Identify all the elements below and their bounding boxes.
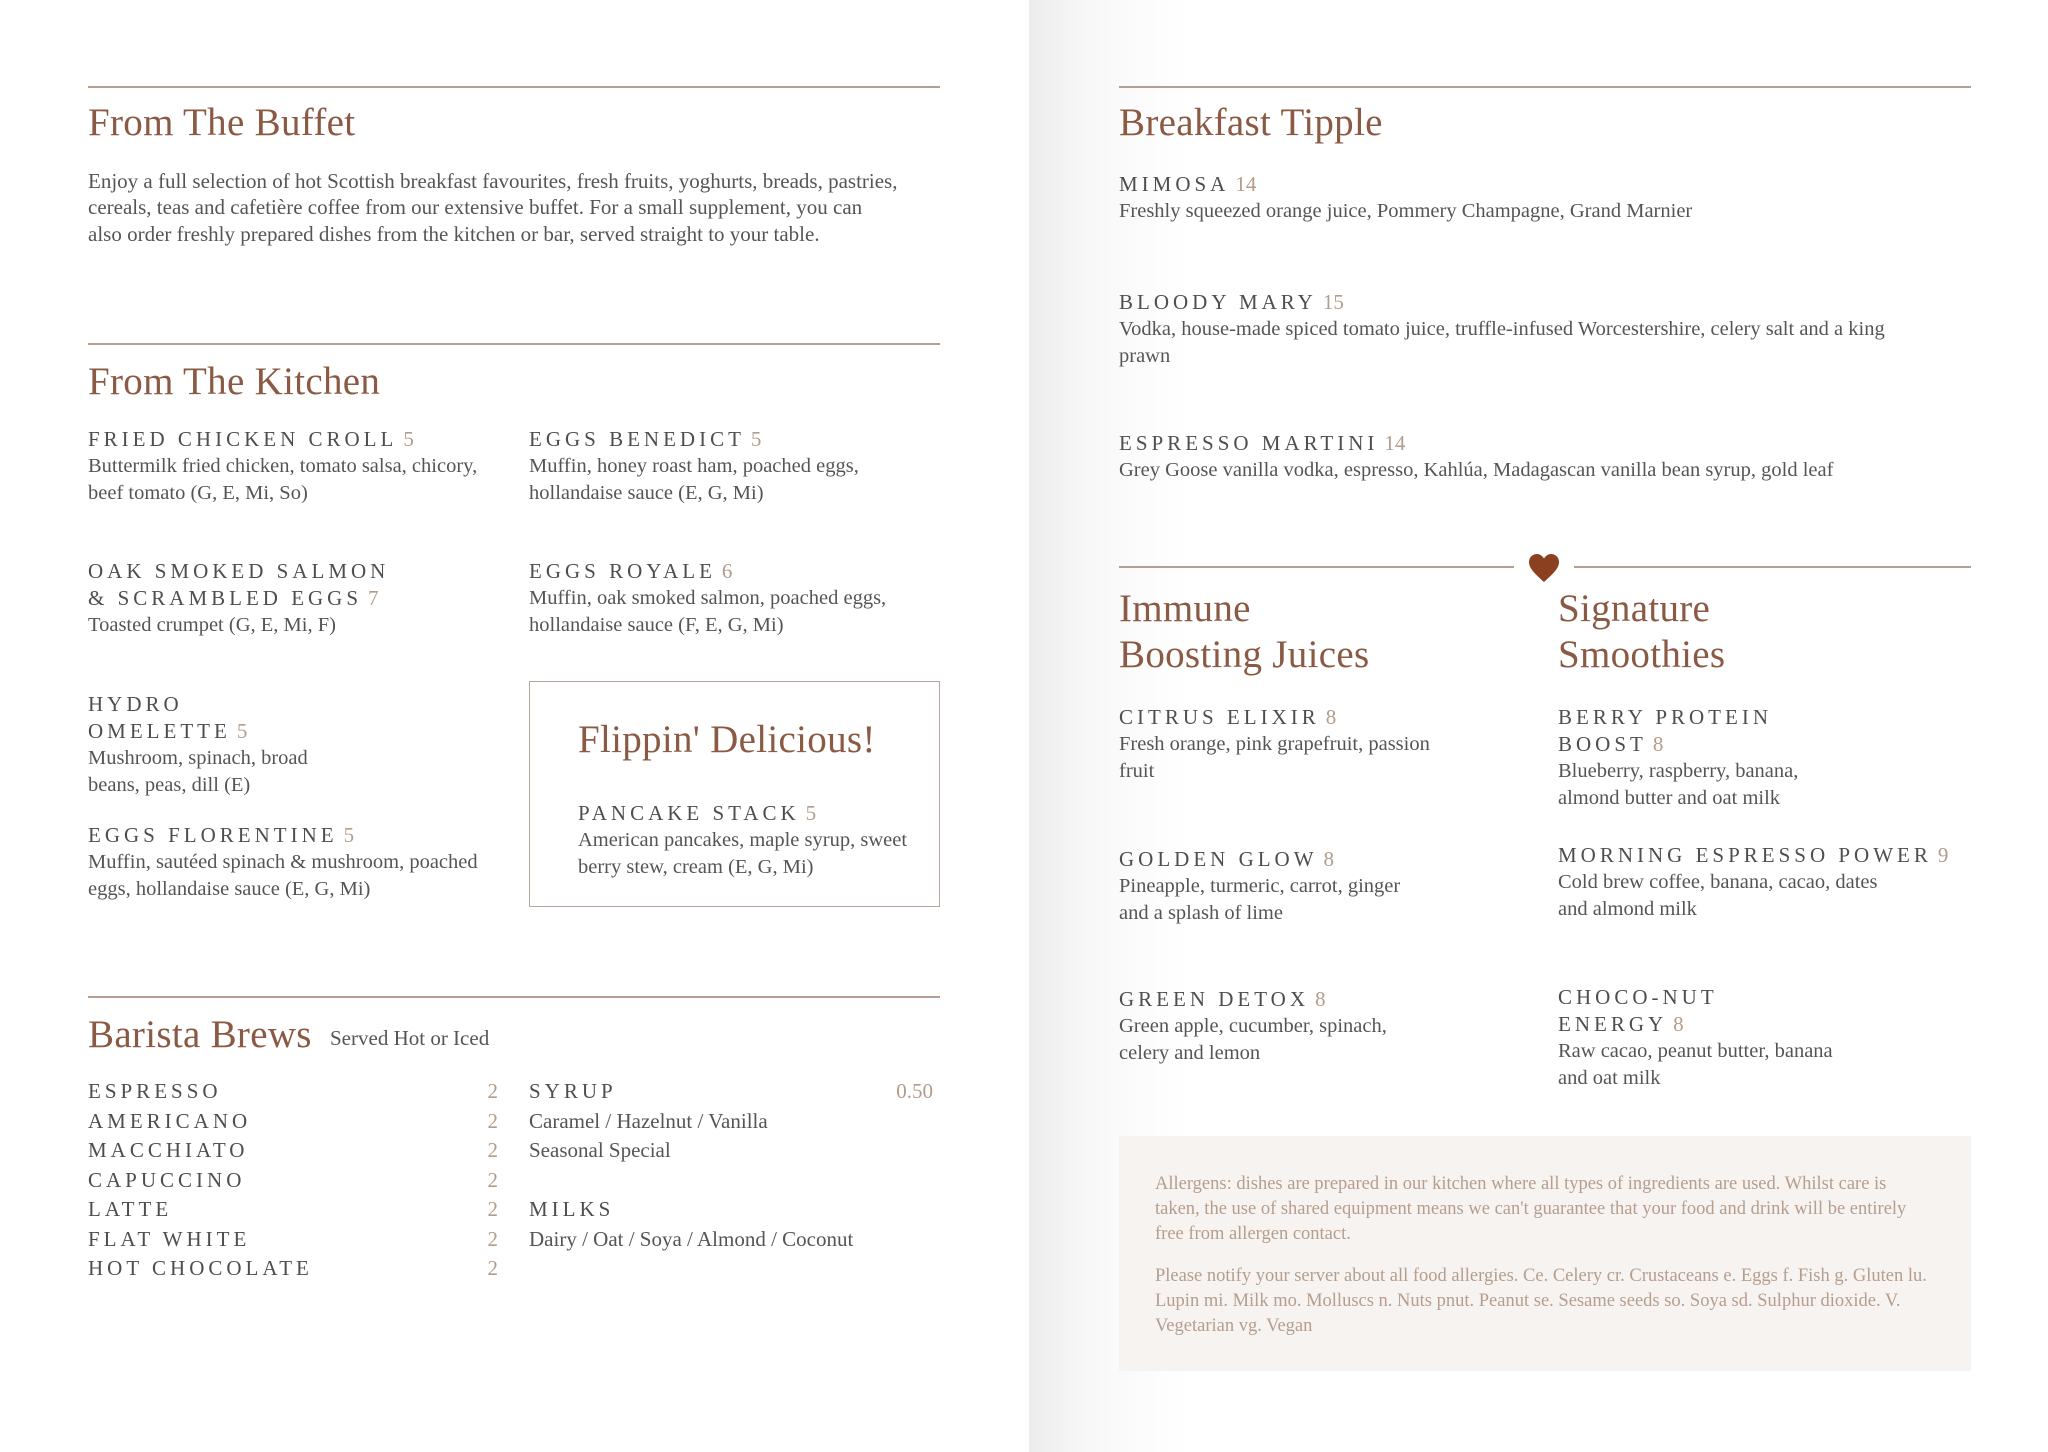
item-description: Muffin, oak smoked salmon, poached eggs, hollandaise sauce (F, E, G, Mi)	[529, 587, 887, 636]
item-description: Pineapple, turmeric, carrot, ginger and a splash of lime	[1119, 875, 1401, 924]
coffee-row	[88, 1077, 498, 1107]
item-price: 5	[343, 823, 355, 847]
item-description: Freshly squeezed orange juice, Pommery Champagne, Grand Marnier	[1119, 200, 1693, 222]
item-price: 8	[1315, 987, 1326, 1011]
item-price: 2	[487, 1108, 498, 1133]
item-price: 0.50	[896, 1079, 933, 1103]
feature-heading: Flippin' Delicious!	[578, 718, 876, 761]
heading-line: Immune	[1119, 587, 1251, 630]
item-price: 2	[487, 1138, 498, 1162]
item-name: FLAT WHITE	[88, 1226, 251, 1251]
item-name: CITRUS ELIXIR	[1119, 705, 1320, 729]
coffee-row	[88, 1136, 498, 1166]
item-name: ESPRESSO	[88, 1079, 222, 1103]
item-description: Green apple, cucumber, spinach, celery and lemon	[1119, 1015, 1387, 1064]
kitchen-heading: From The Kitchen	[88, 360, 381, 403]
item-name: FRIED CHICKEN CROLL	[88, 427, 398, 451]
item-name: HOT CHOCOLATE	[88, 1256, 313, 1280]
menu-item	[1119, 289, 1919, 370]
item-price: 5	[236, 719, 248, 743]
syrup-option: Caramel / Hazelnut / Vanilla	[529, 1108, 768, 1133]
divider	[88, 996, 940, 998]
coffee-row	[88, 1225, 498, 1255]
heart-icon	[1528, 553, 1560, 583]
item-price: 14	[1235, 172, 1257, 196]
coffee-row	[88, 1195, 498, 1225]
item-name: EGGS BENEDICT	[529, 427, 745, 451]
divider	[1119, 86, 1971, 88]
menu-item	[88, 426, 508, 507]
item-name: ESPRESSO MARTINI	[1119, 431, 1379, 455]
menu-item	[578, 800, 918, 881]
item-price: 8	[1323, 847, 1335, 871]
item-description: Fresh orange, pink grapefruit, passion fruit	[1119, 733, 1430, 782]
item-description: Muffin, sautéed spinach & mushroom, poached eggs, hollandaise sauce (E, G, Mi)	[88, 851, 478, 900]
extras-list	[529, 1077, 933, 1254]
item-description: Grey Goose vanilla vodka, espresso, Kahlúa, Madagascan vanilla bean syrup, gold leaf	[1119, 459, 1834, 481]
menu-item	[1119, 171, 1919, 225]
item-price: 5	[750, 427, 762, 451]
menu-item	[88, 822, 508, 903]
item-price: 2	[487, 1226, 498, 1251]
item-name: AMERICANO	[88, 1108, 252, 1133]
item-description: Raw cacao, peanut butter, banana and oat milk	[1558, 1040, 1833, 1089]
item-description: American pancakes, maple syrup, sweet berry stew, cream (E, G, Mi)	[578, 829, 908, 878]
barista-heading: Barista Brews	[88, 1013, 312, 1056]
item-description: Buttermilk fried chicken, tomato salsa, chicory, beef tomato (G, E, Mi, So)	[88, 455, 478, 504]
item-price: 14	[1384, 431, 1406, 455]
menu-item	[1558, 704, 1858, 812]
divider	[88, 86, 940, 88]
item-name: CAPUCCINO	[88, 1167, 246, 1192]
heading-line: Smoothies	[1558, 633, 1726, 676]
item-name: GREEN DETOX	[1119, 987, 1310, 1011]
milks-label: MILKS	[529, 1197, 615, 1221]
item-price: 5	[805, 801, 817, 825]
item-name: PANCAKE STACK	[578, 801, 800, 825]
syrup-option: Seasonal Special	[529, 1138, 671, 1162]
smoothies-heading	[1558, 586, 1725, 678]
menu-item	[88, 558, 418, 639]
item-name: MORNING ESPRESSO POWER	[1558, 843, 1932, 867]
buffet-description: Enjoy a full selection of hot Scottish breakfast favourites, fresh fruits, yoghurts, breads, pastries, cereals, teas and cafetière coffee from our extensive buffet. For a small supplement, you can also order freshly prepared dishes from the kitchen or bar, served straight to your table.	[88, 169, 898, 246]
item-name: CHOCO-NUT ENERGY	[1558, 985, 1718, 1036]
item-name: SYRUP	[529, 1079, 617, 1103]
item-price: 5	[403, 427, 414, 451]
item-price: 8	[1673, 1012, 1684, 1036]
divider	[88, 343, 940, 345]
item-price: 2	[487, 1079, 498, 1103]
menu-item	[1558, 984, 1848, 1092]
menu-item	[1558, 842, 1978, 923]
item-price: 7	[368, 586, 379, 610]
tipple-heading: Breakfast Tipple	[1119, 101, 1383, 144]
item-name: BERRY PROTEIN BOOST	[1558, 705, 1772, 756]
menu-item	[88, 691, 348, 799]
allergen-key: Please notify your server about all food allergies. Ce. Celery cr. Crustaceans e. Eggs f. Fish g. Gluten lu. Lupin mi. Milk mo. Molluscs n. Nuts pnut. Peanut se. Sesame seeds so. Soya sd. Sulphur dioxide. V. Vegetarian vg. Vegan	[1155, 1266, 1927, 1336]
divider	[1119, 566, 1514, 568]
item-name: EGGS FLORENTINE	[88, 823, 338, 847]
coffee-row	[88, 1107, 498, 1137]
item-price: 8	[1652, 732, 1664, 756]
item-description: Blueberry, raspberry, banana, almond butter and oat milk	[1558, 760, 1799, 809]
heading-line: Signature	[1558, 587, 1711, 630]
item-name: MIMOSA	[1119, 172, 1230, 196]
allergen-text: Allergens: dishes are prepared in our kitchen where all types of ingredients are used. Whilst care is taken, the use of shared equipment means we can't guarantee that your food and drink will be entirely free from allergen contact.	[1155, 1174, 1907, 1244]
menu-item	[1119, 986, 1439, 1067]
barista-subtitle: Served Hot or Iced	[330, 1026, 490, 1050]
item-price: 2	[487, 1167, 498, 1192]
item-price: 15	[1322, 290, 1344, 314]
item-description: Toasted crumpet (G, E, Mi, F)	[88, 614, 336, 636]
coffee-row	[88, 1254, 498, 1284]
item-price: 2	[487, 1256, 498, 1280]
allergen-notice	[1119, 1136, 1971, 1371]
coffee-list	[88, 1077, 498, 1284]
menu-item	[529, 558, 949, 639]
item-name: OAK SMOKED SALMON & SCRAMBLED EGGS	[88, 559, 390, 610]
item-description: Cold brew coffee, banana, cacao, dates and almond milk	[1558, 871, 1878, 920]
item-description: Vodka, house-made spiced tomato juice, truffle-infused Worcestershire, celery salt and a king prawn	[1119, 318, 1885, 367]
juices-heading	[1119, 586, 1369, 678]
menu-item	[529, 426, 949, 507]
item-description: Muffin, honey roast ham, poached eggs, hollandaise sauce (E, G, Mi)	[529, 455, 859, 504]
item-name: HYDRO OMELETTE	[88, 692, 231, 743]
menu-item	[1119, 704, 1439, 785]
menu-item	[1119, 430, 1969, 484]
divider	[1574, 566, 1971, 568]
item-price: 9	[1937, 843, 1949, 867]
item-name: EGGS ROYALE	[529, 559, 716, 583]
item-price: 2	[487, 1197, 498, 1221]
item-name: BLOODY MARY	[1119, 290, 1317, 314]
buffet-heading: From The Buffet	[88, 101, 356, 144]
item-name: GOLDEN GLOW	[1119, 847, 1318, 871]
item-name: MACCHIATO	[88, 1138, 249, 1162]
coffee-row	[88, 1166, 498, 1196]
menu-item	[1119, 846, 1409, 927]
item-name: LATTE	[88, 1197, 173, 1221]
item-price: 8	[1325, 705, 1337, 729]
item-price: 6	[721, 559, 733, 583]
item-description: Mushroom, spinach, broad beans, peas, dill (E)	[88, 747, 308, 796]
milk-options: Dairy / Oat / Soya / Almond / Coconut	[529, 1226, 854, 1251]
syrup-row	[529, 1077, 933, 1107]
heading-line: Boosting Juices	[1119, 633, 1370, 676]
